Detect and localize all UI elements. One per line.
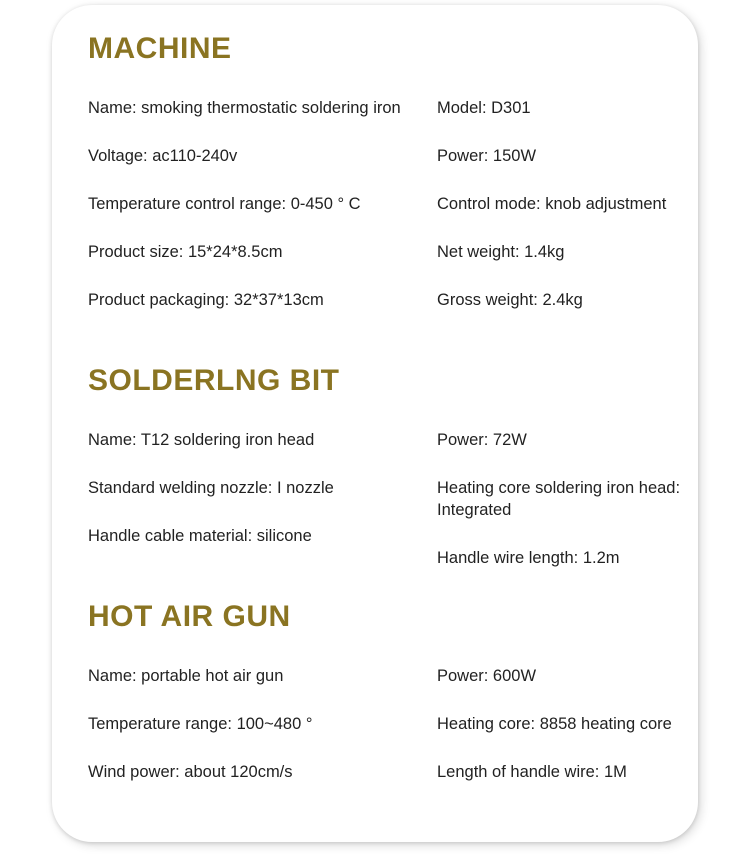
spec-item: Temperature control range: 0-450 ° C <box>88 195 361 213</box>
spec-column-left <box>88 665 437 809</box>
spec-item: Heating core: 8858 heating core <box>437 715 672 733</box>
spec-item: Power: 150W <box>437 147 537 165</box>
spec-item: Name: portable hot air gun <box>88 667 284 685</box>
spec-column-left <box>88 429 437 573</box>
spec-column-right <box>437 97 692 337</box>
spec-column-right <box>437 665 692 809</box>
spec-item: Handle cable material: silicone <box>88 527 312 545</box>
spec-item: Name: smoking thermostatic soldering iron <box>88 99 401 117</box>
spec-columns <box>88 97 698 337</box>
spec-item: Wind power: about 120cm/s <box>88 763 293 781</box>
spec-item: Heating core soldering iron head: Integrated <box>437 479 681 519</box>
spec-item: Length of handle wire: 1M <box>437 763 627 781</box>
section-title: HOT AIR GUN <box>88 600 291 633</box>
spec-item: Standard welding nozzle: I nozzle <box>88 479 334 497</box>
spec-item: Voltage: ac110-240v <box>88 147 238 165</box>
spec-item: Net weight: 1.4kg <box>437 243 565 261</box>
spec-column-right <box>437 429 692 595</box>
spec-item: Power: 72W <box>437 431 527 449</box>
spec-item: Control mode: knob adjustment <box>437 195 667 213</box>
spec-item: Model: D301 <box>437 99 531 117</box>
spec-item: Temperature range: 100~480 ° <box>88 715 313 733</box>
spec-section <box>88 363 698 595</box>
spec-column-left <box>88 97 437 337</box>
spec-sections <box>88 31 698 809</box>
spec-columns <box>88 429 698 595</box>
spec-item: Handle wire length: 1.2m <box>437 549 620 567</box>
spec-item: Power: 600W <box>437 667 537 685</box>
spec-item: Gross weight: 2.4kg <box>437 291 583 309</box>
spec-item: Product packaging: 32*37*13cm <box>88 291 324 309</box>
section-title: SOLDERLNG BIT <box>88 364 340 397</box>
spec-columns <box>88 665 698 809</box>
spec-card <box>52 5 698 842</box>
spec-item: Name: T12 soldering iron head <box>88 431 315 449</box>
section-title: MACHINE <box>88 32 232 65</box>
spec-section <box>88 599 698 809</box>
spec-item: Product size: 15*24*8.5cm <box>88 243 283 261</box>
spec-section <box>88 31 698 337</box>
